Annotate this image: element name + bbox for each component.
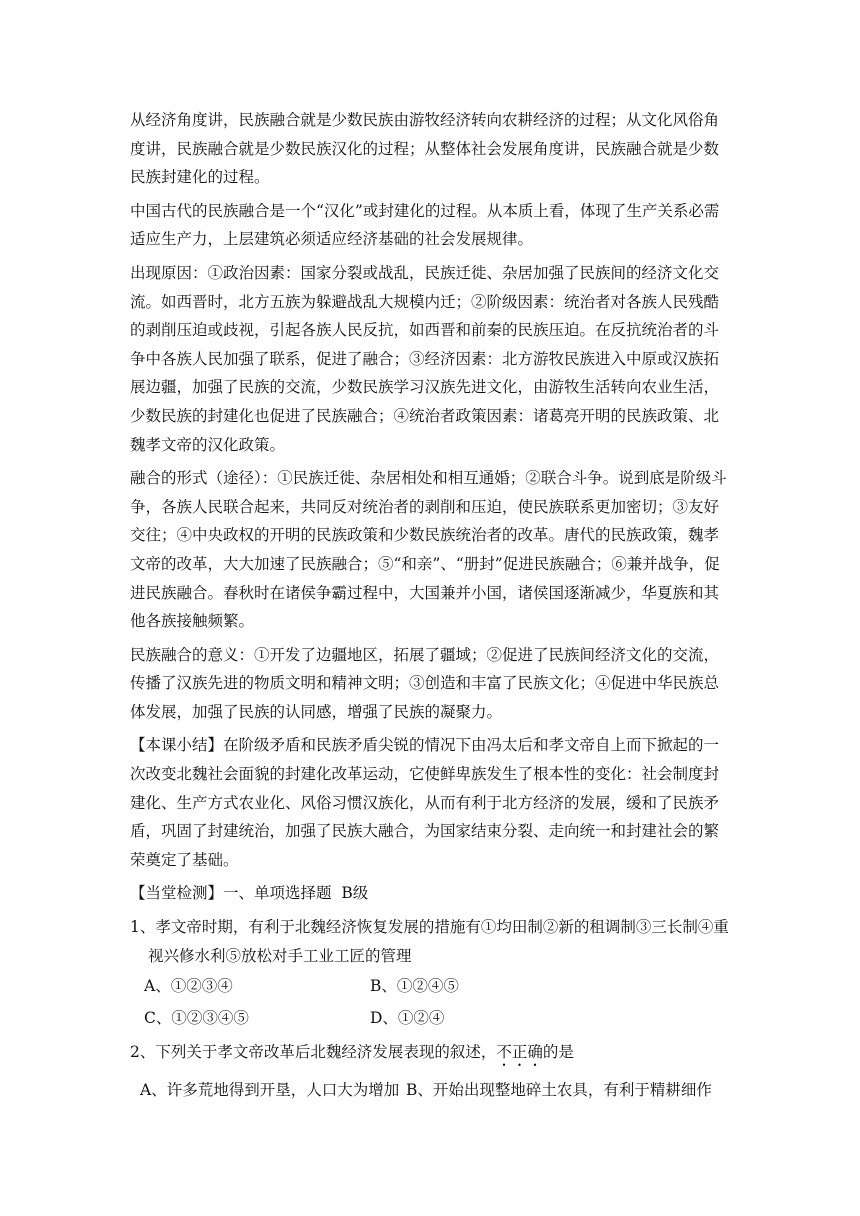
paragraph-causes: 出现原因：①政治因素：国家分裂或战乱，民族迁徙、杂居加强了民族间的经济文化交流。如西晋时，北方五族为躲避战乱大规模内迁；②阶级因素：统治者对各族人民残酷的剥削压迫或歧视，引起各族人民反抗，如西晋和前秦的民族压迫。在反抗统治者的斗争中各族人民加强了联系，促进了融合；③经济因素：北方游牧民族进入中原或汉族拓展边疆，加强了民族的交流，少数民族学习汉族先进文化，由游牧生活转向农业生活，少数民族的封建化也促进了民族融合；④统治者政策因素：诸葛亮开明的民族政策、北魏孝文帝的汉化政策。 xyxy=(130,263,720,454)
question-2-emphasis: 不正确 xyxy=(496,1043,543,1062)
question-2-stem-after: 的是 xyxy=(542,1043,574,1062)
question-2-options-row-1 xyxy=(130,1074,730,1106)
question-1-option-b[interactable]: B、①②④⑤ xyxy=(370,977,459,996)
question-1-option-c[interactable]: C、①②③④⑤ xyxy=(144,1009,249,1028)
paragraph-ethnic-fusion-definition: 从经济角度讲，民族融合就是少数民族由游牧经济转向农耕经济的过程；从文化风俗角度讲，民族融合就是少数民族汉化的过程；从整体社会发展角度讲，民族融合就是少数民族封建化的过程。 xyxy=(130,111,720,187)
paragraph-ethnic-fusion-essence: 中国古代的民族融合是一个“汉化”或封建化的过程。从本质上看，体现了生产关系必需适应生产力，上层建筑必须适应经济基础的社会发展规律。 xyxy=(130,201,720,249)
question-1-stem: 1、孝文帝时期，有利于北魏经济恢复发展的措施有①均田制②新的租调制③三长制④重视兴修水利⑤放松对手工业工匠的管理 xyxy=(130,918,729,965)
question-2-option-a[interactable]: A、许多荒地得到开垦，人口大为增加 xyxy=(140,1081,400,1100)
question-1-option-a[interactable]: A、①②③④ xyxy=(144,977,233,996)
paragraph-lesson-summary: 【本课小结】在阶级矛盾和民族矛盾尖锐的情况下由冯太后和孝文帝自上而下掀起的一次改变北魏社会面貌的封建化改革运动，它使鲜卑族发生了根本性的变化：社会制度封建化、生产方式农业化、风俗习惯汉族化，从而有利于北方经济的发展，缓和了民族矛盾，巩固了封建统治，加强了民族大融合，为国家结束分裂、走向统一和封建社会的繁荣奠定了基础。 xyxy=(130,736,720,869)
question-1-options-row-2 xyxy=(130,1002,730,1034)
quiz-heading: 【当堂检测】一、单项选择题 B级 xyxy=(130,884,369,903)
question-2-option-b[interactable]: B、开始出现整地碎土农具，有利于精耕细作 xyxy=(406,1081,712,1100)
paragraph-forms: 融合的形式（途径）：①民族迁徙、杂居相处和相互通婚；②联合斗争。说到底是阶级斗争，各族人民联合起来，共同反对统治者的剥削和压迫，使民族联系更加密切；③友好交往；④中央政权的开明的民族政策和少数民族统治者的改革。唐代的民族政策，魏孝文帝的改革，大大加速了民族融合；⑤“和亲”、“册封”促进民族融合；⑥兼并战争，促进民族融合。春秋时在诸侯争霸过程中，大国兼并小国，诸侯国逐渐减少，华夏族和其他各族接触频繁。 xyxy=(130,469,727,631)
question-1-option-d[interactable]: D、①②④ xyxy=(370,1009,445,1028)
question-1-options-row-1 xyxy=(130,970,730,1002)
document-body xyxy=(130,106,730,1106)
question-2-stem xyxy=(130,1038,730,1070)
question-2-stem-before: 2、下列关于孝文帝改革后北魏经济发展表现的叙述， xyxy=(130,1043,497,1062)
paragraph-significance: 民族融合的意义：①开发了边疆地区，拓展了疆域；②促进了民族间经济文化的交流，传播了汉族先进的物质文明和精神文明；③创造和丰富了民族文化；④促进中华民族总体发展，加强了民族的认同感，增强了民族的凝聚力。 xyxy=(130,645,720,721)
